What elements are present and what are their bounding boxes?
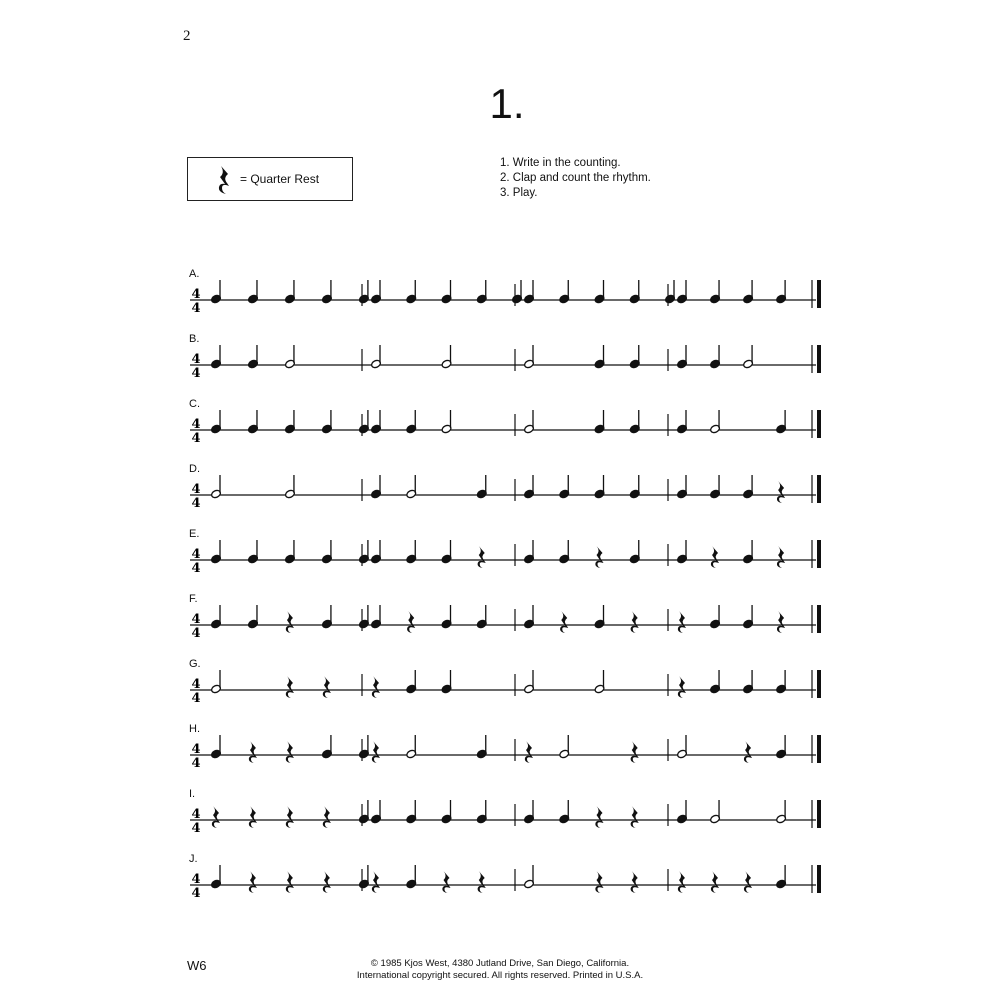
quarter-rest — [631, 611, 639, 633]
quarter-rest — [595, 871, 603, 893]
quarter-rest — [560, 611, 568, 633]
exercise-label: E. — [189, 528, 200, 540]
time-signature-bottom: 4 — [191, 756, 201, 771]
time-signature-bottom: 4 — [191, 561, 201, 576]
time-signature-top: 4 — [191, 612, 201, 627]
time-signature-top: 4 — [191, 482, 201, 497]
quarter-rest — [442, 871, 450, 893]
copyright-notice — [0, 958, 1000, 982]
footer-code: W6 — [187, 958, 207, 973]
instruction-3: 3. Play. — [500, 187, 538, 199]
time-signature-top: 4 — [191, 677, 201, 692]
quarter-rest — [249, 806, 257, 828]
final-barline-thick — [817, 865, 821, 893]
exercise-label: H. — [189, 723, 200, 735]
quarter-rest — [372, 871, 380, 893]
quarter-rest — [711, 871, 719, 893]
exercise-line — [190, 280, 821, 316]
quarter-rest — [286, 871, 294, 893]
quarter-rest — [249, 741, 257, 763]
time-signature-top: 4 — [191, 417, 201, 432]
quarter-rest — [323, 806, 331, 828]
quarter-rest — [595, 546, 603, 568]
final-barline-thick — [817, 410, 821, 438]
final-barline-thick — [817, 345, 821, 373]
time-signature-bottom: 4 — [191, 431, 201, 446]
quarter-rest — [744, 871, 752, 893]
time-signature-bottom: 4 — [191, 886, 201, 901]
time-signature-top: 4 — [191, 742, 201, 757]
quarter-rest — [777, 481, 785, 503]
exercise-label: G. — [189, 658, 201, 670]
quarter-rest — [323, 676, 331, 698]
quarter-rest — [678, 676, 686, 698]
quarter-rest — [777, 611, 785, 633]
quarter-rest — [478, 546, 486, 568]
time-signature-bottom: 4 — [191, 301, 201, 316]
quarter-rest — [631, 741, 639, 763]
quarter-rest — [744, 741, 752, 763]
final-barline-thick — [817, 475, 821, 503]
time-signature-top: 4 — [191, 872, 201, 887]
quarter-rest — [631, 871, 639, 893]
exercise-line — [190, 410, 821, 446]
final-barline-thick — [817, 540, 821, 568]
copyright-line-2: International copyright secured. All rights reserved. Printed in U.S.A. — [356, 970, 644, 981]
final-barline-thick — [817, 605, 821, 633]
quarter-rest — [777, 546, 785, 568]
exercise-label: D. — [189, 463, 200, 475]
time-signature-bottom: 4 — [191, 626, 201, 641]
instruction-1: 1. Write in the counting. — [500, 157, 621, 169]
quarter-rest — [595, 806, 603, 828]
quarter-rest — [286, 806, 294, 828]
exercise-line — [190, 800, 821, 836]
final-barline-thick — [817, 735, 821, 763]
exercise-label: I. — [189, 788, 196, 800]
final-barline-thick — [817, 800, 821, 828]
copyright-line-1: © 1985 Kjos West, 4380 Jutland Drive, San Diego, California. — [370, 958, 630, 969]
exercise-line — [190, 605, 821, 641]
exercise-label: C. — [189, 398, 200, 410]
quarter-rest — [286, 676, 294, 698]
time-signature-bottom: 4 — [191, 496, 201, 511]
quarter-rest — [286, 611, 294, 633]
exercise-line — [190, 540, 821, 576]
exercise-line — [190, 865, 821, 901]
exercise-label: B. — [189, 333, 200, 345]
exercise-label: F. — [189, 593, 198, 605]
quarter-rest — [478, 871, 486, 893]
quarter-rest — [711, 546, 719, 568]
quarter-rest — [249, 871, 257, 893]
quarter-rest — [525, 741, 533, 763]
quarter-rest — [631, 806, 639, 828]
quarter-rest — [212, 806, 220, 828]
final-barline-thick — [817, 670, 821, 698]
quarter-rest — [407, 611, 415, 633]
time-signature-bottom: 4 — [191, 691, 201, 706]
page-number: 2 — [183, 28, 191, 44]
legend-text: = Quarter Rest — [240, 172, 320, 186]
instruction-2: 2. Clap and count the rhythm. — [500, 172, 651, 184]
quarter-rest — [372, 676, 380, 698]
time-signature-top: 4 — [191, 547, 201, 562]
exercise-line — [190, 475, 821, 511]
quarter-rest — [372, 741, 380, 763]
quarter-rest — [678, 871, 686, 893]
quarter-rest — [323, 871, 331, 893]
quarter-rest — [286, 741, 294, 763]
time-signature-top: 4 — [191, 352, 201, 367]
quarter-rest — [678, 611, 686, 633]
lesson-number: 1. — [489, 80, 525, 127]
final-barline-thick — [817, 280, 821, 308]
exercise-label: A. — [189, 268, 200, 280]
time-signature-top: 4 — [191, 807, 201, 822]
exercise-line — [190, 345, 821, 381]
time-signature-bottom: 4 — [191, 821, 201, 836]
exercise-label: J. — [189, 853, 198, 865]
exercise-line — [190, 670, 821, 706]
exercise-line — [190, 735, 821, 771]
time-signature-bottom: 4 — [191, 366, 201, 381]
time-signature-top: 4 — [191, 287, 201, 302]
